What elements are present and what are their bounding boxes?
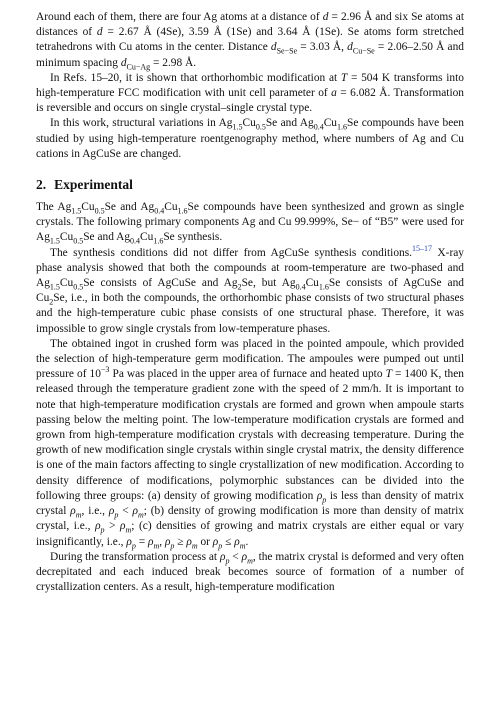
text: = 3.03 Å,	[297, 41, 344, 54]
text: ≥	[174, 535, 187, 548]
symbol-rho: ρ	[186, 535, 192, 548]
text: X-ray phase analysis showed that both the compounds at room-temperature are two-phased and Ag	[36, 246, 464, 290]
symbol-rho: ρ	[164, 535, 171, 548]
citation-link[interactable]: 15–17	[412, 243, 433, 253]
section-title: Experimental	[54, 177, 133, 193]
text: Cu	[81, 201, 95, 214]
text: Cu	[305, 277, 319, 290]
text: or	[197, 535, 213, 548]
text: Cu	[323, 117, 337, 130]
symbol-a: a	[331, 87, 337, 100]
experimental-paragraph-2	[36, 243, 464, 337]
section-number: 2.	[36, 177, 47, 193]
text: The obtained ingot in crushed form was placed in the pointed ampoule, which provided the selection of high-temperature germ modification. The ampoules were pumped out until pressure of 10	[36, 337, 464, 381]
subscript: p	[322, 495, 327, 505]
subscript: 0.5	[73, 236, 84, 246]
text: Se consists of AgCuSe and Ag	[83, 277, 238, 290]
section-heading	[36, 176, 464, 194]
text: Cu	[164, 201, 178, 214]
intro-paragraph-1	[36, 10, 464, 71]
symbol-rho: ρ	[108, 505, 115, 518]
subscript: 0.4	[313, 122, 324, 132]
text: ; (c) densities of growing and matrix crystals are either equal or vary insignificantly, i.e.,	[36, 520, 465, 548]
subscript: Cu−Ag	[126, 61, 151, 71]
text: Se compounds have been synthesized and grown as single crystals. The following primary components Ag and Cu 99.999%, Se− of “B5” were used for Ag	[36, 201, 464, 244]
subscript: m	[125, 525, 132, 535]
experimental-paragraph-1	[36, 200, 464, 246]
text: = 6.082 Å. Transformation is reversible and occurs on single crystal–single crystal type.	[36, 87, 465, 115]
text: <	[229, 550, 242, 563]
text: Se, i.e., in both the compounds, the orthorhombic phase consists of two structural phases and the high-temperature cubic phase consists of one structural phase. Therefore, it was impossible to grow single crystals from low-temperature phases.	[36, 292, 464, 335]
symbol-rho: ρ	[95, 520, 101, 533]
subscript: 0.5	[94, 206, 105, 216]
text: = 504 K transforms into high-temperature FCC modification with unit cell parameter of	[36, 71, 464, 100]
text: Se and Ag	[83, 231, 131, 244]
subscript: 1.6	[336, 122, 347, 132]
text: >	[104, 520, 121, 533]
subscript: 1.5	[49, 282, 60, 292]
text: is less than density of matrix crystal	[36, 489, 464, 518]
text: In this work, structural variations in Ag	[50, 117, 233, 130]
symbol-d: d	[270, 41, 277, 54]
text: Se synthesis.	[163, 231, 223, 244]
subscript: 1.5	[49, 236, 60, 246]
text: , i.e.,	[81, 505, 105, 518]
text: In Refs. 15–20, it is shown that orthorhombic modification at	[50, 71, 338, 84]
section-gap	[36, 162, 464, 176]
subscript: 2	[237, 282, 242, 292]
text: The synthesis conditions did not differ from AgCuSe synthesis conditions.	[50, 246, 413, 259]
subscript: 1.6	[153, 236, 164, 246]
symbol-d: d	[96, 26, 103, 39]
text: Se and Ag	[104, 201, 155, 214]
text: =	[135, 535, 148, 548]
subscript: p	[218, 540, 223, 550]
text: .	[245, 535, 249, 548]
text: , the matrix crystal is deformed and very often decrepitated and each induced break becomes source of formation of a number of crystallization centers. As a result, high-temperature modification	[36, 550, 464, 594]
subscript: m	[75, 510, 82, 520]
symbol-rho: ρ	[234, 535, 240, 548]
symbol-rho: ρ	[212, 535, 219, 548]
text: Se compounds have been studied by using high-temperature roentgenography method, where numbers of Ag and Cu cations in AgCuSe are changed.	[36, 117, 465, 160]
experimental-paragraph-4	[36, 550, 464, 596]
subscript: 0.4	[295, 282, 306, 292]
subscript: Cu−Se	[352, 46, 375, 56]
intro-paragraph-3	[36, 116, 464, 162]
subscript: p	[100, 525, 105, 535]
subscript: m	[247, 555, 253, 565]
subscript: p	[114, 510, 119, 520]
symbol-t: T	[385, 368, 392, 381]
subscript: 2	[49, 297, 54, 307]
subscript: m	[191, 540, 198, 550]
subscript: 0.4	[154, 206, 165, 216]
symbol-rho: ρ	[147, 535, 154, 548]
subscript: p	[225, 555, 230, 565]
subscript: p	[131, 540, 136, 550]
subscript: m	[153, 540, 160, 550]
text: During the transformation process at	[50, 550, 218, 563]
subscript: 0.5	[255, 122, 266, 132]
subscript: Se−Se	[276, 46, 298, 56]
symbol-rho: ρ	[70, 505, 76, 518]
text: = 2.98 Å.	[150, 56, 197, 69]
text: ,	[159, 535, 165, 548]
text: <	[118, 505, 133, 518]
symbol-rho: ρ	[241, 550, 248, 563]
text: = 1400 K, then released through the temperature gradient zone with the speed of 2 mm/h. It is important to note that high-temperature modification crystals are formed and grown when ampoule starts passing below the melting point. The low-temperature modification crystals are formed and grown from high-temperature modification crystals with decreasing temperature. During the growth of new modification single crystals within single crystal matrix, the density difference is one of the main factors affecting to single crystallization of new modification. According to density difference of modifications, polymorphic substances can be divided into the following three groups: (a) density of growing modification	[36, 368, 464, 502]
subscript: 1.6	[177, 206, 188, 216]
subscript: p	[170, 540, 175, 550]
text: Cu	[242, 117, 256, 130]
symbol-rho: ρ	[219, 550, 226, 563]
text: Se consists of AgCuSe and Cu	[36, 277, 464, 305]
subscript: m	[137, 510, 144, 520]
text: = 2.96 Å and six Se atoms at distances of	[36, 11, 464, 39]
symbol-rho: ρ	[316, 489, 323, 502]
text: Cu	[140, 231, 154, 244]
text: ≤	[222, 535, 235, 548]
subscript: 1.5	[232, 122, 243, 132]
text: Se, but Ag	[241, 277, 296, 290]
subscript: 1.5	[71, 206, 82, 216]
text: Cu	[59, 231, 74, 244]
symbol-d: d	[322, 11, 329, 23]
symbol-d: d	[120, 56, 127, 69]
intro-paragraph-2	[36, 71, 464, 117]
text: ; (b) density of growing modification is more than density of matrix crystal, i.e.,	[36, 505, 464, 533]
text: = 2.06–2.50 Å and minimum spacing	[36, 41, 464, 69]
symbol-rho: ρ	[126, 535, 132, 548]
subscript: 0.4	[130, 236, 141, 246]
text: The Ag	[36, 201, 72, 214]
subscript: m	[239, 540, 246, 550]
text: = 2.67 Å (4Se), 3.59 Å (1Se) and 3.64 Å (1Se). Se atoms form stretched tetrahedrons with Cu atoms in the center. Distance	[36, 26, 464, 54]
text: Around each of them, there are four Ag atoms at a distance of	[36, 11, 320, 23]
text: Se and Ag	[265, 117, 314, 130]
subscript: 0.5	[73, 282, 84, 292]
symbol-d: d	[347, 41, 353, 54]
page	[36, 10, 464, 595]
symbol-rho: ρ	[120, 520, 126, 533]
subscript: 1.6	[318, 282, 329, 292]
experimental-paragraph-3	[36, 337, 464, 550]
symbol-rho: ρ	[132, 505, 138, 518]
superscript: −3	[100, 365, 110, 375]
text: Pa was placed in the upper area of furnace and heated upto	[109, 368, 383, 381]
text: Cu	[59, 277, 74, 290]
symbol-t: T	[340, 71, 348, 84]
